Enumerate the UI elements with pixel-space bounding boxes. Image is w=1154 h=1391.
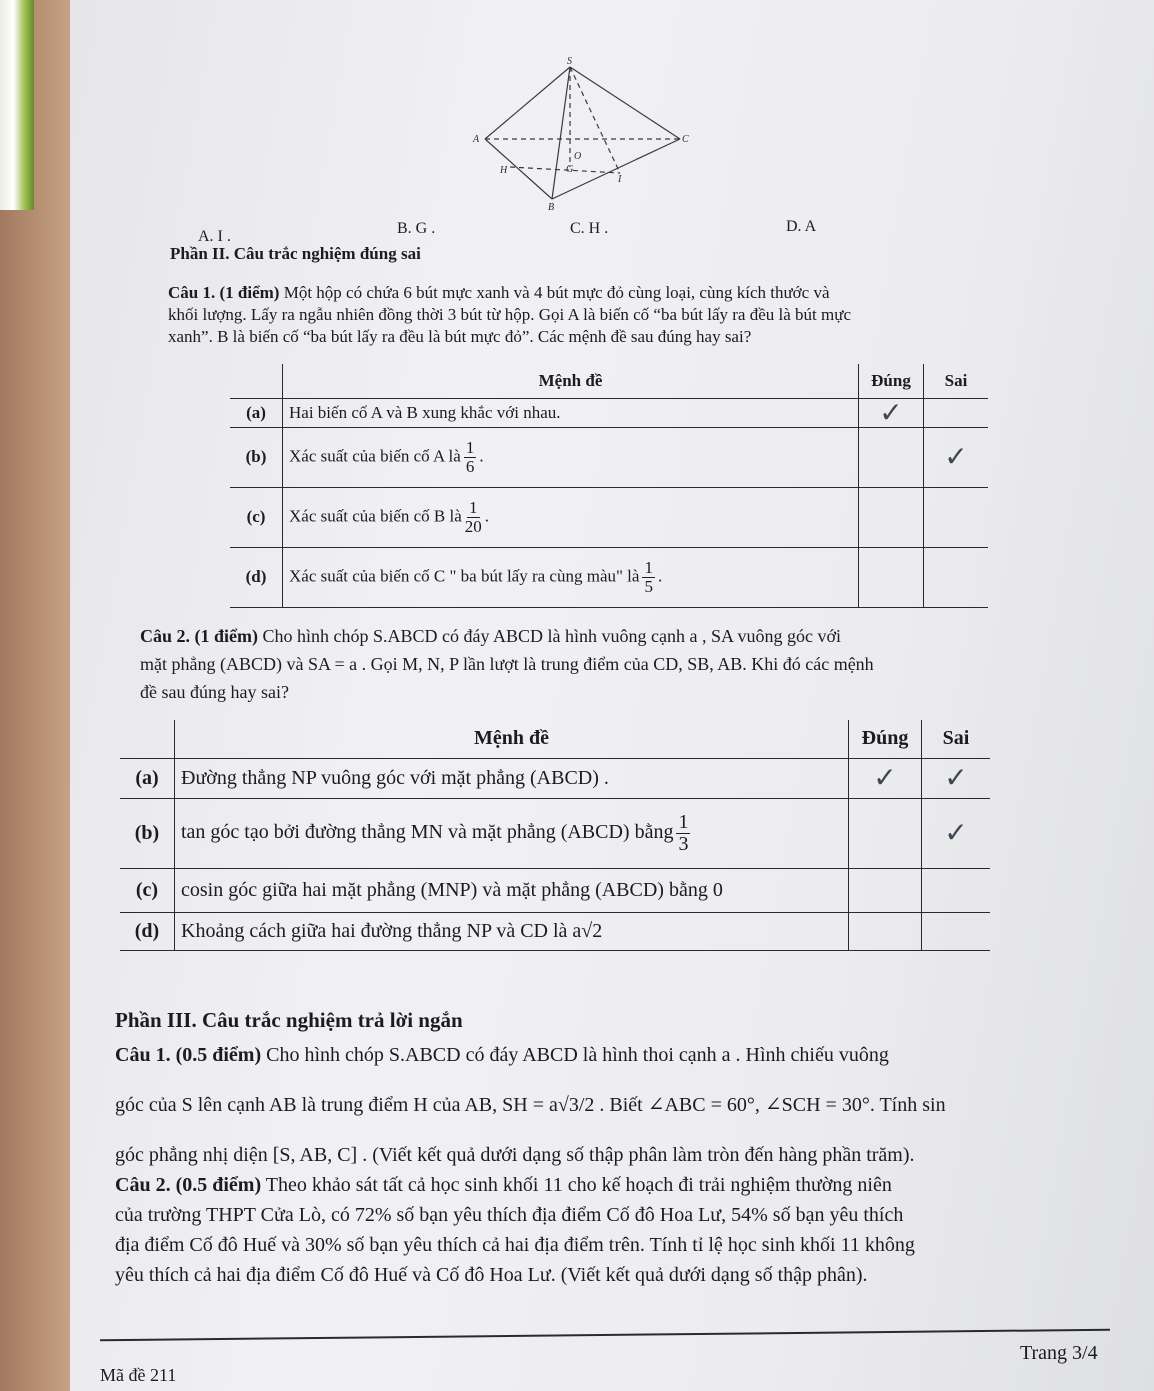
answer-false[interactable]: [924, 398, 989, 427]
table-row: [230, 487, 988, 547]
check-icon: ✓: [873, 760, 897, 794]
exam-code: Mã đề 211: [100, 1365, 177, 1385]
vertex-H: H: [500, 165, 508, 176]
part2-q2-label: Câu 2. (1 điểm): [140, 626, 258, 646]
fraction-numerator: 1: [469, 497, 478, 517]
fraction-numerator: 1: [644, 557, 653, 577]
part3-q2-label: Câu 2. (0.5 điểm): [115, 1174, 262, 1196]
vertex-G: G: [566, 164, 574, 175]
header-false: Sai: [924, 364, 989, 398]
answer-true[interactable]: [849, 798, 922, 868]
part3-q1-line-1: Cho hình chóp S.ABCD có đáy ABCD là hình thoi cạnh a . Hình chiếu vuông: [261, 1044, 889, 1066]
vertex-B: B: [548, 202, 555, 213]
fraction: [676, 812, 690, 855]
answer-false[interactable]: [924, 487, 989, 547]
part2-q1-line-3: xanh”. B là biến cố “ba bút lấy ra đều là bút mực đỏ”. Các mệnh đề sau đúng hay sai?: [168, 327, 752, 346]
check-icon: ✓: [944, 440, 968, 473]
row-label: (c): [230, 487, 283, 547]
vertex-A: A: [473, 134, 480, 145]
part2-q2: [140, 622, 874, 706]
choice-a: A. I .: [198, 228, 231, 245]
check-icon: ✓: [944, 815, 968, 849]
part3-q2-line-1: Theo khảo sát tất cả học sinh khối 11 cho kế hoạch đi trải nghiệm thường niên: [261, 1174, 892, 1196]
row-label: (d): [120, 912, 175, 950]
statement-cell: [175, 798, 849, 868]
statement-text: Khoảng cách giữa hai đường thẳng NP và CD là a√2: [181, 919, 603, 942]
header-blank: [230, 364, 283, 398]
fraction-denominator: 6: [465, 456, 475, 476]
part2-q2-line-3: đề sau đúng hay sai?: [140, 682, 289, 702]
part2-q1-line-1: Một hộp có chứa 6 bút mực xanh và 4 bút mực đỏ cùng loại, cùng kích thước và: [279, 283, 830, 302]
answer-true[interactable]: [849, 912, 922, 950]
header-true: Đúng: [859, 364, 924, 398]
row-label: (b): [230, 427, 283, 487]
statement-cell: [175, 912, 849, 950]
statement-tail: .: [657, 565, 663, 585]
part3-q2-line-2: của trường THPT Cửa Lò, có 72% số bạn yêu thích địa điểm Cố đô Hoa Lư, 54% số bạn yêu thích: [115, 1204, 904, 1226]
part3-q1-line-3: góc phẳng nhị diện [S, AB, C] . (Viết kết quả dưới dạng số thập phân làm tròn đến hàng phần trăm).: [115, 1144, 915, 1166]
row-label: (d): [230, 547, 283, 607]
fraction: [464, 439, 477, 476]
fraction-denominator: 5: [644, 576, 653, 596]
part3-title: Phần III. Câu trắc nghiệm trả lời ngắn: [115, 1008, 463, 1032]
check-icon: ✓: [944, 760, 968, 794]
statement-cell: [283, 398, 859, 427]
statement-tail: .: [484, 505, 490, 525]
fraction: [642, 559, 655, 596]
answer-true[interactable]: [849, 868, 922, 912]
part2-q1-label: Câu 1. (1 điểm): [168, 283, 280, 302]
check-icon: ✓: [879, 395, 903, 429]
vertex-S: S: [567, 56, 572, 67]
part2-q2-table: [120, 720, 990, 951]
part3-q2-line-4: yêu thích cả hai địa điểm Cố đô Huế và Cố đô Hoa Lư. (Viết kết quả dưới dạng số thập phân).: [115, 1264, 868, 1286]
statement-tail: .: [479, 445, 484, 465]
table-row: [230, 398, 988, 427]
answer-true[interactable]: [859, 395, 924, 429]
part2-q1-table: [230, 364, 988, 608]
part2-q2-line-2: mặt phẳng (ABCD) và SA = a . Gọi M, N, P lần lượt là trung điểm của CD, SB, AB. Khi đó các mệnh: [140, 654, 874, 674]
table-row: [120, 912, 990, 950]
fraction-denominator: 20: [464, 516, 482, 536]
answer-true[interactable]: [859, 487, 924, 547]
statement-text: Hai biến cố A và B xung khắc với nhau.: [289, 402, 561, 422]
row-label: (a): [230, 398, 283, 427]
answer-true[interactable]: [849, 758, 922, 798]
answer-false[interactable]: [924, 547, 989, 607]
statement-text: Xác suất của biến cố A là: [289, 445, 461, 465]
statement-cell: [175, 868, 849, 912]
fraction: [465, 499, 482, 536]
answer-true[interactable]: [859, 547, 924, 607]
header-blank: [120, 720, 175, 758]
header-statement: Mệnh đề: [175, 720, 849, 758]
statement-text: Xác suất của biến cố C " ba bút lấy ra cùng màu" là: [289, 565, 640, 585]
choice-d: D. A: [786, 218, 817, 235]
part2-title: Phần II. Câu trắc nghiệm đúng sai: [170, 244, 421, 263]
part3-q1: [115, 1030, 946, 1180]
table-row: [230, 427, 988, 487]
statement-text: cosin góc giữa hai mặt phẳng (MNP) và mặt phẳng (ABCD) bằng 0: [181, 878, 723, 901]
choice-c: C. H .: [570, 220, 609, 237]
footer-rule: [100, 1329, 1110, 1342]
pyramid-figure: [470, 55, 700, 215]
statement-text: Đường thẳng NP vuông góc với mặt phẳng (ABCD) .: [181, 766, 609, 789]
table-row: [120, 868, 990, 912]
table-row: [120, 798, 990, 868]
statement-text: Xác suất của biến cố B là: [289, 505, 462, 525]
header-true: Đúng: [849, 720, 922, 758]
choice-b: B. G .: [397, 220, 436, 237]
part3-q1-line-2: góc của S lên cạnh AB là trung điểm H của AB, SH = a√3/2 . Biết ∠ABC = 60°, ∠SCH = 30°. Tính sin: [115, 1094, 946, 1116]
table-row: [120, 758, 990, 798]
vertex-C: C: [682, 134, 689, 145]
answer-false[interactable]: [922, 758, 991, 798]
answer-false[interactable]: [922, 868, 991, 912]
statement-cell: [283, 487, 859, 547]
page-number: Trang 3/4: [1020, 1342, 1098, 1364]
table-row: [230, 547, 988, 607]
part2-q2-line-1: Cho hình chóp S.ABCD có đáy ABCD là hình vuông cạnh a , SA vuông góc với: [258, 626, 841, 646]
vertex-I: I: [618, 174, 622, 185]
header-false: Sai: [922, 720, 991, 758]
answer-false[interactable]: [922, 912, 991, 950]
part2-q1: [168, 282, 851, 348]
answer-true[interactable]: [859, 427, 924, 487]
part2-q1-line-2: khối lượng. Lấy ra ngẫu nhiên đồng thời 3 bút từ hộp. Gọi A là biến cố “ba bút lấy ra đều là bút mực: [168, 305, 851, 324]
fraction-numerator: 1: [465, 437, 475, 457]
exam-page: [70, 0, 1154, 1391]
pen: [0, 0, 34, 210]
statement-cell: [283, 427, 859, 487]
part3-q2-line-3: địa điểm Cố đô Huế và 30% số bạn yêu thích cả hai địa điểm trên. Tính tỉ lệ học sinh khối 11 không: [115, 1234, 915, 1256]
row-label: (a): [120, 758, 175, 798]
vertex-O: O: [574, 151, 582, 162]
statement-cell: [175, 758, 849, 798]
row-label: (b): [120, 798, 175, 868]
statement-text: tan góc tạo bởi đường thẳng MN và mặt phẳng (ABCD) bằng: [181, 820, 674, 843]
header-statement: Mệnh đề: [283, 364, 859, 398]
statement-cell: [283, 547, 859, 607]
answer-false[interactable]: [924, 427, 989, 487]
answer-false[interactable]: [922, 798, 991, 868]
part3-q2: [115, 1170, 915, 1290]
part3-q1-label: Câu 1. (0.5 điểm): [115, 1044, 262, 1066]
fraction-numerator: 1: [678, 810, 689, 833]
fraction-denominator: 3: [678, 832, 689, 855]
row-label: (c): [120, 868, 175, 912]
